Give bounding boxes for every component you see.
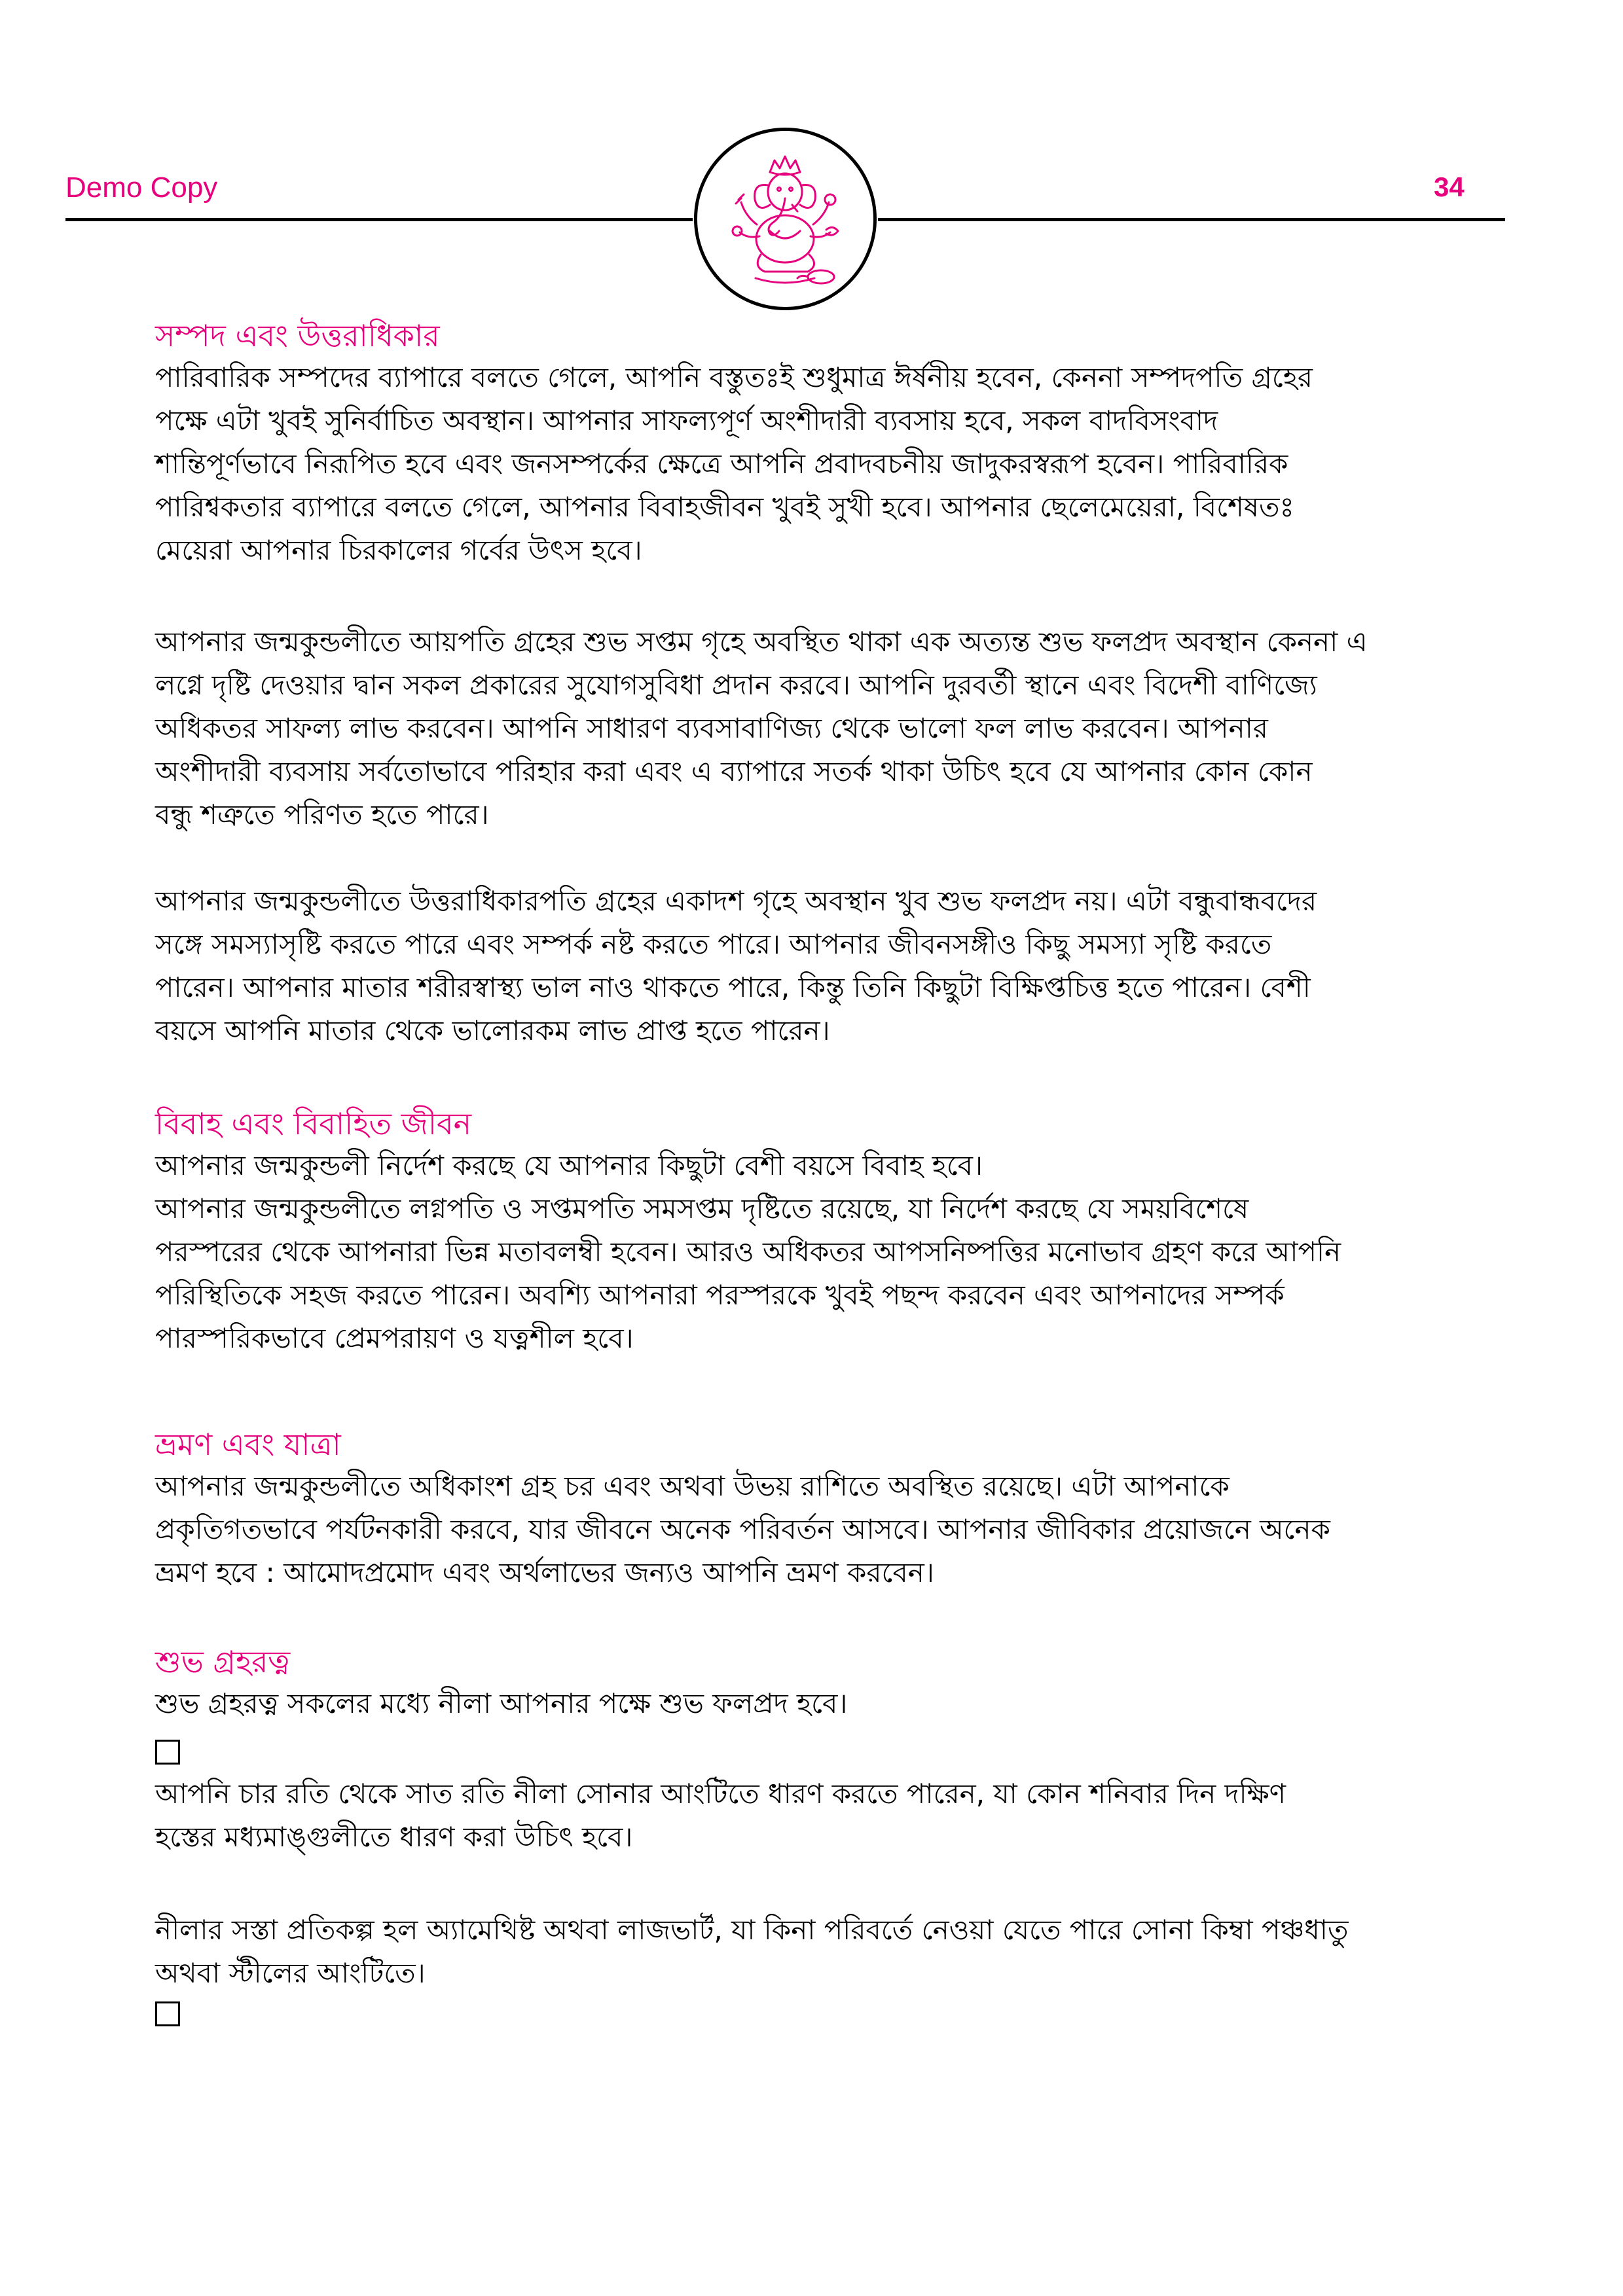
ganesha-icon [693, 126, 878, 312]
page-number: 34 [1434, 171, 1465, 202]
text-line: শান্তিপূর্ণভাবে নিরূপিত হবে এবং জনসম্পর্কের ক্ষেত্রে আপনি প্রবাদবচনীয় জাদুকরস্বরূপ হবেন। পারিবারিক [155, 448, 1288, 480]
paragraph [155, 1465, 1438, 1594]
text-line: পরিস্থিতিকে সহজ করতে পারেন। অবশ্যি আপনারা পরস্পরকে খুবই পছন্দ করবেন এবং আপনাদের সম্পর্ক [155, 1279, 1285, 1311]
text-line: শুভ গ্রহরত্ন সকলের মধ্যে নীলা আপনার পক্ষে শুভ ফলপ্রদ হবে। [155, 1687, 848, 1719]
text-line: অংশীদারী ব্যবসায় সর্বতোভাবে পরিহার করা এবং এ ব্যাপারে সতর্ক থাকা উচিৎ হবে যে আপনার কোন কোন [155, 755, 1313, 787]
text-line: পরস্পরের থেকে আপনারা ভিন্ন মতাবলম্বী হবেন। আরও অধিকতর আপসনিষ্পত্তির মনোভাব গ্রহণ করে আপনি [155, 1236, 1341, 1268]
text-line: পারিশ্বকতার ব্যাপারে বলতে গেলে, আপনার বিবাহজীবন খুবই সুখী হবে। আপনার ছেলেমেয়েরা, বিশেষতঃ [155, 491, 1294, 523]
text-line: হস্তের মধ্যমাঙ্গুলীতে ধারণ করা উচিৎ হবে। [155, 1821, 633, 1853]
text-line: বন্ধু শত্রুতে পরিণত হতে পারে। [155, 798, 489, 831]
text-line: আপনার জন্মকুন্ডলীতে উত্তরাধিকারপতি গ্রহের একাদশ গৃহে অবস্থান খুব শুভ ফলপ্রদ নয়। এটা বন্ধুবান্ধবদের [155, 885, 1317, 917]
paragraph [155, 1144, 1438, 1360]
text-line: পারিবারিক সম্পদের ব্যাপারে বলতে গেলে, আপনি বস্তুতঃই শুধুমাত্র ঈর্ষনীয় হবেন, কেননা সম্পদপতি গ্রহের [155, 361, 1313, 393]
text-line: বয়সে আপনি মাতার থেকে ভালোরকম লাভ প্রাপ্ত হতে পারেন। [155, 1014, 830, 1047]
text-line: আপনার জন্মকুন্ডলীতে আয়পতি গ্রহের শুভ সপ্তম গৃহে অবস্থিত থাকা এক অত্যন্ত শুভ ফলপ্রদ অবস্থান কেননা এ [155, 626, 1368, 658]
section-wealth-inheritance [155, 315, 1438, 572]
text-line: পারেন। আপনার মাতার শরীরস্বাস্থ্য ভাল নাও থাকতে পারে, কিন্তু তিনি কিছুটা বিক্ষিপ্তচিত্ত হতে পারেন। বেশী [155, 971, 1311, 1003]
paragraph [155, 1909, 1438, 1995]
alternative-stone-checkbox[interactable] [155, 2001, 180, 2026]
section-heading: ভ্রমণ এবং যাত্রা [155, 1427, 341, 1462]
text-line: প্রকৃতিগতভাবে পর্যটনকারী করবে, যার জীবনে অনেক পরিবর্তন আসবে। আপনার জীবিকার প্রয়োজনে অনেক [155, 1513, 1330, 1545]
section-travel [155, 1424, 1438, 1594]
text-line: মেয়েরা আপনার চিরকালের গর্বের উৎস হবে। [155, 534, 642, 566]
header-rule-right [878, 218, 1505, 221]
section-marriage [155, 1103, 1438, 1360]
header-rule-left [65, 218, 693, 221]
text-line: ভ্রমণ হবে : আমোদপ্রমোদ এবং অর্থলাভের জন্যও আপনি ভ্রমণ করবেন। [155, 1556, 934, 1588]
text-line: পক্ষে এটা খুবই সুনির্বাচিত অবস্থান। আপনার সাফল্যপূর্ণ অংশীদারী ব্যবসায় হবে, সকল বাদবিসংবাদ [155, 404, 1218, 437]
text-line: পারস্পরিকভাবে প্রেমপরায়ণ ও যত্নশীল হবে। [155, 1322, 634, 1354]
text-line: লগ্নে দৃষ্টি দেওয়ার দ্বান সকল প্রকারের সুযোগসুবিধা প্রদান করবে। আপনি দুরবর্তী স্থানে এবং বিদেশী বাণিজ্যে [155, 669, 1317, 701]
gemstone-checkbox[interactable] [155, 1740, 180, 1765]
text-line: আপনার জন্মকুন্ডলীতে অধিকাংশ গ্রহ চর এবং অথবা উভয় রাশিতে অবস্থিত রয়েছে। এটা আপনাকে [155, 1470, 1230, 1502]
text-line: নীলার সস্তা প্রতিকল্প হল অ্যামেথিষ্ট অথবা লাজভার্ট, যা কিনা পরিবর্তে নেওয়া যেতে পারে সোনা কিম্বা পঞ্চধাতু [155, 1914, 1349, 1946]
section-heading: সম্পদ এবং উত্তরাধিকার [155, 318, 440, 353]
paragraph [155, 880, 1438, 1052]
paragraph [155, 1772, 1438, 1859]
text-line: অথবা স্টীলের আংটিতে। [155, 1957, 426, 1989]
paragraph [155, 356, 1438, 572]
text-line: আপনার জন্মকুন্ডলীতে লগ্নপতি ও সপ্তমপতি সমসপ্তম দৃষ্টিতে রয়েছে, যা নির্দেশ করছে যে সময়বিশেষে [155, 1193, 1249, 1225]
text-line: অধিকতর সাফল্য লাভ করবেন। আপনি সাধারণ ব্যবসাবাণিজ্য থেকে ভালো ফল লাভ করবেন। আপনার [155, 712, 1268, 744]
section-heading: বিবাহ এবং বিবাহিত জীবন [155, 1106, 472, 1141]
text-line: আপনার জন্মকুন্ডলী নির্দেশ করছে যে আপনার কিছুটা বেশী বয়সে বিবাহ হবে। [155, 1149, 983, 1181]
section-gemstone [155, 1641, 1438, 1725]
section-heading: শুভ গ্রহরত্ন [155, 1644, 291, 1679]
text-line: সঙ্গে সমস্যাসৃষ্টি করতে পারে এবং সম্পর্ক নষ্ট করতে পারে। আপনার জীবনসঙ্গীও কিছু সমস্যা সৃষ্টি করতে [155, 928, 1272, 960]
text-line: আপনি চার রতি থেকে সাত রতি নীলা সোনার আংটিতে ধারণ করতে পারেন, যা কোন শনিবার দিন দক্ষিণ [155, 1778, 1286, 1810]
paragraph [155, 620, 1438, 836]
demo-copy-label: Demo Copy [65, 171, 218, 204]
